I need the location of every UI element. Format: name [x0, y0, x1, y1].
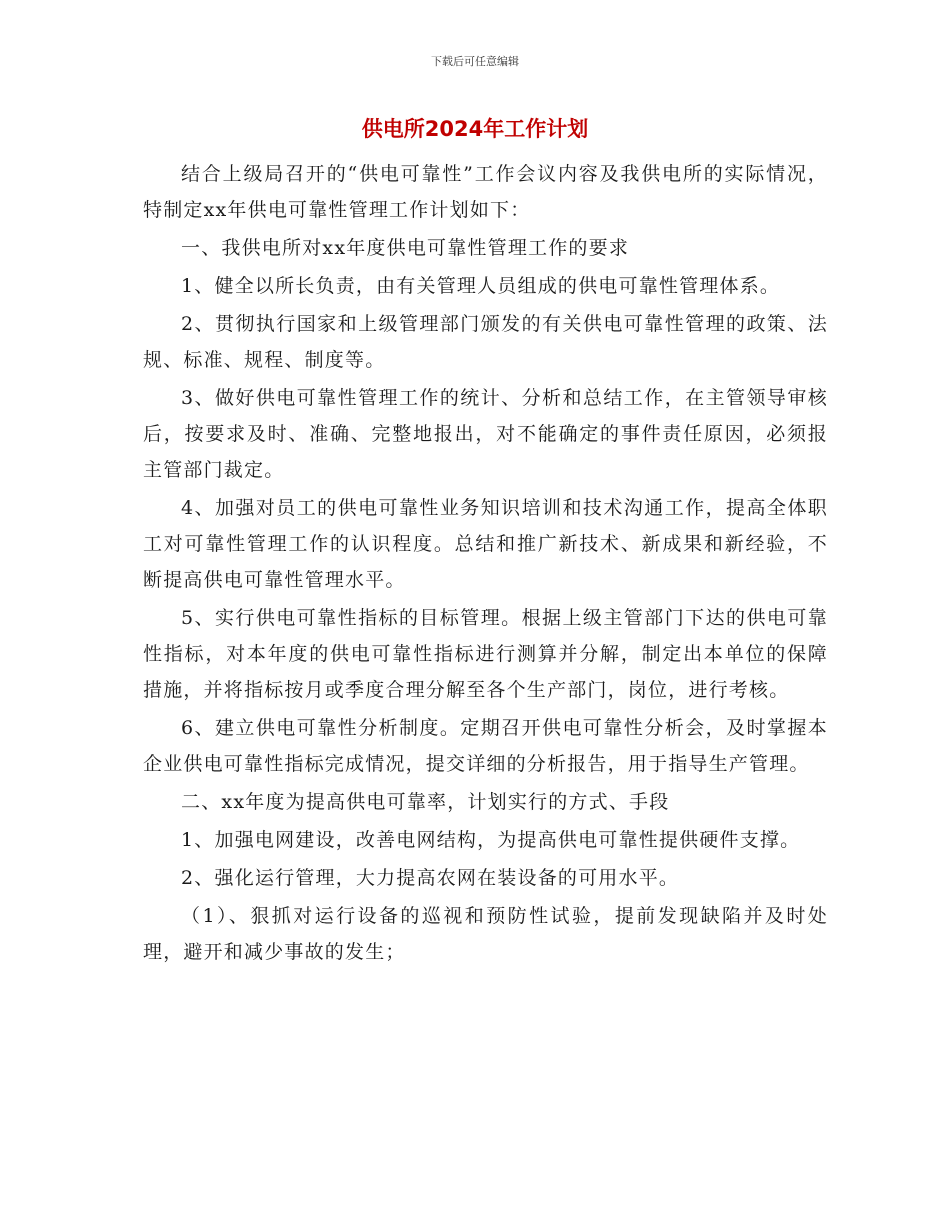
paragraph-section-2-subitem-1: （1）、狠抓对运行设备的巡视和预防性试验，提前发现缺陷并及时处理，避开和减少事故的发生； [143, 905, 828, 963]
paragraph-item-5: 5、实行供电可靠性指标的目标管理。根据上级主管部门下达的供电可靠性指标，对本年度的供电可靠性指标进行测算并分解，制定出本单位的保障措施，并将指标按月或季度合理分解至各个生产部门，岗位，进行考核。 [143, 607, 828, 701]
paragraph-section-1-heading: 一、我供电所对xx年度供电可靠性管理工作的要求 [181, 237, 630, 259]
paragraph-item-6: 6、建立供电可靠性分析制度。定期召开供电可靠性分析会，及时掌握本企业供电可靠性指标完成情况，提交详细的分析报告，用于指导生产管理。 [143, 717, 828, 775]
page-header-note: 下载后可任意编辑 [431, 55, 519, 68]
paragraph-item-4: 4、加强对员工的供电可靠性业务知识培训和技术沟通工作，提高全体职工对可靠性管理工作的认识程度。总结和推广新技术、新成果和新经验，不断提高供电可靠性管理水平。 [143, 497, 828, 591]
paragraph-intro: 结合上级局召开的“供电可靠性”工作会议内容及我供电所的实际情况，特制定xx年供电可靠性管理工作计划如下： [143, 163, 828, 221]
paragraph-section-2-item-2: 2、强化运行管理，大力提高农网在装设备的可用水平。 [181, 867, 680, 889]
paragraph-section-2-item-1: 1、加强电网建设，改善电网结构，为提高供电可靠性提供硬件支撑。 [181, 829, 801, 851]
paragraph-item-1: 1、健全以所长负责，由有关管理人员组成的供电可靠性管理体系。 [181, 275, 781, 297]
paragraph-section-2-heading: 二、xx年度为提高供电可靠率，计划实行的方式、手段 [181, 791, 670, 813]
paragraph-item-2: 2、贯彻执行国家和上级管理部门颁发的有关供电可靠性管理的政策、法规、标准、规程、制度等。 [143, 313, 828, 371]
paragraph-item-3: 3、做好供电可靠性管理工作的统计、分析和总结工作，在主管领导审核后，按要求及时、准确、完整地报出，对不能确定的事件责任原因，必须报主管部门裁定。 [143, 387, 828, 481]
document-title: 供电所2024年工作计划 [361, 117, 589, 141]
document-body [143, 156, 828, 972]
